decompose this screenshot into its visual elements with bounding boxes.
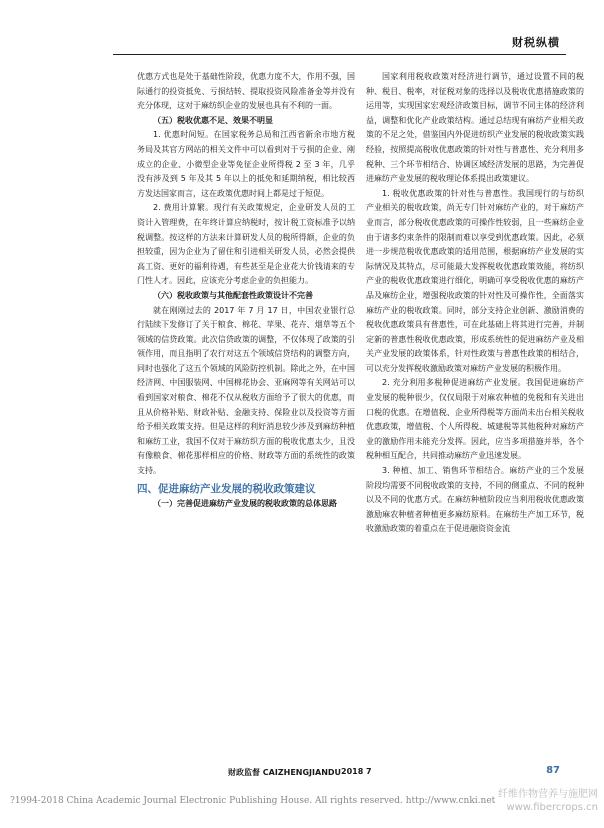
paragraph: 国家利用税收政策对经济进行调节，通过设置不同的税种、税目、税率，对征税对象的选择以及税收优惠措施政策的运用等，实现国家宏观经济政策目标，调节不同主体的经济利益，调整和优化产业政策结构。通过总结现有麻纺产业相关政策的不足之处，借鉴国内外促进纺织产业发展的税收政策实践经验，按照提高税收优惠政策的针对性与普惠性、充分利用多税种、三个环节相结合、协调区域经济发展的思路，为完善促进麻纺产业发展的税收理论体系提出政策建议。 <box>366 72 584 184</box>
section-title: 财税纵横 <box>512 36 560 49</box>
paragraph: 优惠方式也是处于基础性阶段，优惠力度不大，作用不强，国际通行的投资抵免、亏损结转、提取投资风险准备金等并没有充分体现，这对于麻纺织企业的发展也具有不利的一面。 <box>137 72 355 111</box>
section-heading-four: 四、促进麻纺产业发展的税收政策建议 <box>137 482 316 495</box>
subheading-five: （五）税收优惠不足、效果不明显 <box>153 115 273 125</box>
subheading-six: （六）税收政策与其他配套性政策设计不完善 <box>153 290 313 300</box>
paragraph: 2. 充分利用多税种促进麻纺产业发展。我国促进麻纺产业发展的税种很少，仅仅局限于对麻农种植的免税和有关进出口税的优惠。在增值税、企业所得税等方面尚未出台相关税收优惠政策，增值税、个人所得税、城建税等其他税种对麻纺产业的激励作用未能充分发挥。因此，应当多项措施并举，各个税种相互配合，共同推动麻纺产业迅速发展。 <box>366 378 584 461</box>
left-column <box>137 70 355 511</box>
subheading-one: （一）完善促进麻纺产业发展的税收政策的总体思路 <box>153 498 337 508</box>
watermark-url: www.fibercrops.cn <box>506 802 598 813</box>
paragraph: 1. 税收优惠政策的针对性与普惠性。我国现行的与纺织产业相关的税收政策，尚无专门针对麻纺产业的，对于麻纺产业而言，部分税收优惠政策的可操作性较弱，且一些麻纺企业由于诸多约束条件的限制而难以享受到优惠政策。因此，必须进一步规范税收优惠政策的适用范围，根据麻纺产业发展的实际情况及其特点，尽可能最大发挥税收优惠政策效能，将纺织产业的税收优惠政策进行细化，明确可享受税收优惠的麻纺产品及麻纺企业，增强税收政策的针对性及可操作性，全面落实麻纺产业的税收政策。同时，部分支持企业创新、激励消费的税收优惠政策具有普惠性，可在此基础上将其进行完善，并制定新的普惠性税收优惠政策，形成系统性的促进麻纺产业及相关产业发展的政策体系，针对性政策与普惠性政策的相结合，可以充分发挥税收激励政策对麻纺产业发展的积极作用。 <box>366 188 584 373</box>
issue-number: 2018 7 <box>341 767 372 776</box>
right-column <box>366 70 584 537</box>
copyright-notice: ?1994-2018 China Academic Journal Electronic Publishing House. All rights reserved. http://www.cnki.net <box>10 796 496 806</box>
paragraph: 3. 种植、加工、销售环节相结合。麻纺产业的三个发展阶段均需要不同税收政策的支持，不同的侧重点、不同的税种以及不同的优惠方式。在麻纺种植阶段应当利用税收优惠政策激励麻农种植者种植更多麻纺原料。在麻纺生产加工环节，税收激励政策的着重点在于促进融资资金流 <box>366 466 584 534</box>
journal-name: 财政监督 CAIZHENGJIANDU <box>228 768 342 777</box>
page-number: 87 <box>546 765 560 776</box>
paragraph: 就在刚刚过去的 2017 年 7 月 17 日，中国农业银行总行陆续下发修订了关于粮食、棉花、苹果、花卉、烟草等五个领域的信贷政策。此次信贷政策的调整，不仅体现了政策的引领作用，而且指明了农行对这五个领域信贷结构的调整方向，同时也强化了这五个领域的风险防控机制。除此之外，在中国经济网、中国服装网、中国棉花协会、亚麻网等有关网站可以看到国家对粮食、棉花不仅从税收方面给予了很大的优惠，而且从价格补贴、财政补贴、金融支持、保险业以及投资等方面给予相关政策支持。但是这样的利好消息较少涉及到麻纺种植和麻纺工业，我国不仅对于麻纺织方面的税收优惠太少，且没有像粮食、棉花那样相应的价格、财政等方面的系统性的政策支持。 <box>137 305 355 476</box>
watermark-line: 纤维作物营养与施肥网 <box>498 789 598 800</box>
header-rule <box>113 54 566 55</box>
paragraph: 2. 费用计算繁。现行有关政策规定，企业研发人员的工资计入管理费，在年终计算应纳税时，按计税工资标准予以纳税调整。按这样的方法来计算研发人员的税所得额，企业的负担较重，因为企业为了留住和引进相关研发人员，必然会提供高工资、更好的福利待遇，有些甚至是企业花大价钱请来的专门性人才。因此，应该充分考虑企业的负担能力。 <box>137 203 355 286</box>
paragraph: 1. 优惠时间短。在国家税务总局和江西省新余市地方税务局及其官方网站的相关文件中可以看到对于亏损的企业、刚成立的企业、小微型企业等免征企业所得税 2 至 3 年，几乎没有涉及到 5 年及其 5 年以上的抵免和延期纳税，相比较西方发达国家而言，这在政策优惠时间上都是过于短促。 <box>137 130 355 198</box>
page-footer <box>113 764 566 782</box>
watermark <box>498 788 598 814</box>
page-header <box>0 0 604 54</box>
